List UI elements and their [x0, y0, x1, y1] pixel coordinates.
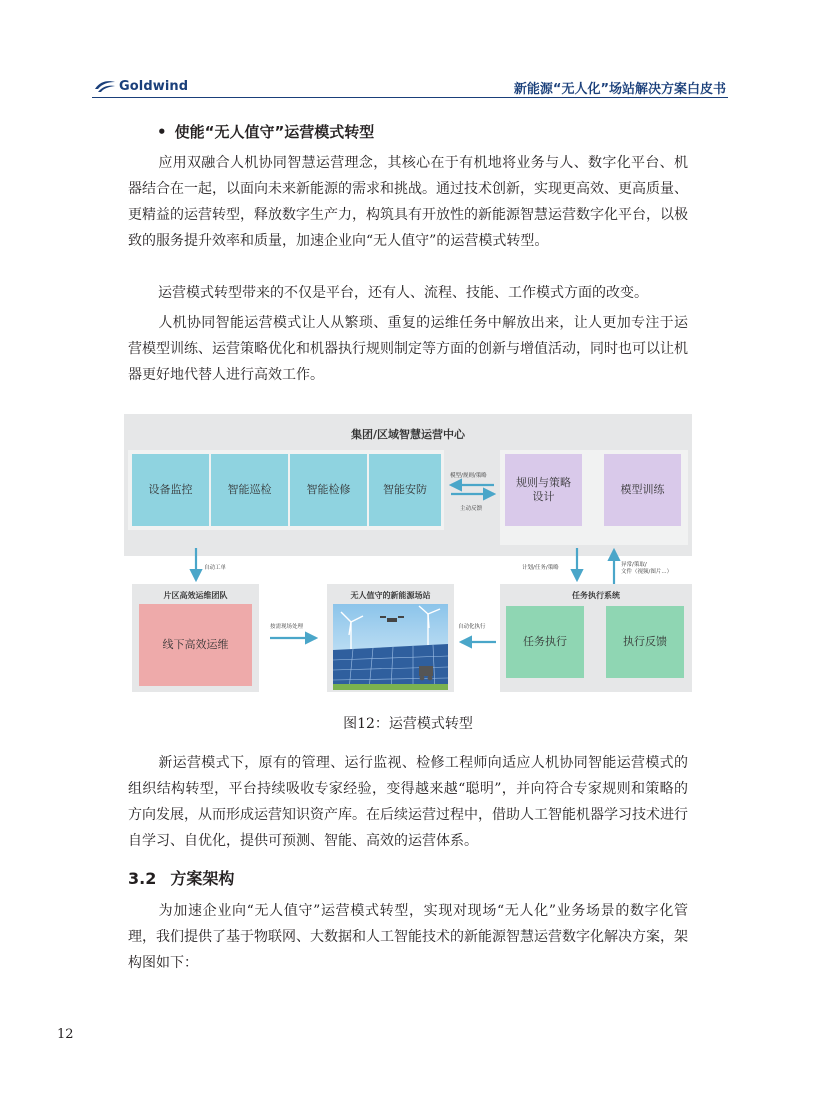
section-number: 3.2 [128, 869, 157, 888]
paragraph-4-text: 新运营模式下，原有的管理、运行监视、检修工程师向适应人机协同智能运营模式的组织结构转型，平台持续吸收专家经验，变得越来越“聪明”，并向符合专家规则和策略的方向发展，从而形成运营知识资产库。在后续运营过程中，借助人工智能机器学习技术进行自学习、自优化，提供可预测、智能、高效的运营体系。 [128, 755, 688, 849]
section-title: 方案架构 [170, 869, 235, 888]
figure-caption: 图12：运营模式转型 [343, 716, 473, 732]
team-panel-title: 片区高效运维团队 [163, 591, 228, 600]
paragraph-1-text: 应用双融合人机协同智慧运营理念，其核心在于有机地将业务与人、数字化平台、机器结合在一起，以面向未来新能源的需求和挑战。通过技术创新，实现更高效、更高质量、更精益的运营转型，释放数字生产力，构筑具有开放性的新能源智慧运营数字化平台，以极致的服务提升效率和质量，加速企业向“无人值守”的运营模式转型。 [128, 155, 688, 249]
label-plan: 计划/任务/策略 [522, 565, 559, 571]
bullet-dot: • [157, 123, 167, 141]
paragraph-5-text: 为加速企业向“无人值守”运营模式转型，实现对现场“无人化”业务场景的数字化管理，我们提供了基于物联网、大数据和人工智能技术的新能源智慧运营数字化解决方案，架构图如下： [128, 903, 688, 971]
label-auto-ticket: 自动工单 [204, 565, 227, 571]
label-exception-2: 文件（视频/图片...） [621, 569, 673, 575]
model-training-box: 模型训练 [604, 454, 681, 526]
paragraph-2-text: 运营模式转型带来的不仅是平台，还有人、流程、技能、工作模式方面的改变。 [158, 285, 648, 301]
arrow-label-feedback: 主动反馈 [460, 506, 483, 512]
goldwind-logo [94, 77, 188, 95]
paragraph-4 [128, 750, 688, 854]
function-box-4: 智能安防 [369, 454, 441, 526]
label-auto-exec: 自动化执行 [458, 624, 486, 630]
function-box-2: 智能巡检 [211, 454, 288, 526]
paragraph-1 [128, 150, 688, 254]
paragraph-5 [128, 898, 688, 976]
document-title: 新能源“无人化”场站解决方案白皮书 [513, 82, 726, 97]
bullet-heading [157, 121, 374, 142]
header-divider [92, 97, 728, 98]
ops-center-title: 集团/区域智慧运营中心 [350, 428, 466, 441]
bullet-heading-text: 使能“无人值守”运营模式转型 [174, 123, 375, 141]
paragraph-3-text: 人机协同智能运营模式让人从繁琐、重复的运维任务中解放出来，让人更加专注于运营模型训练、运营策略优化和机器执行规则制定等方面的创新与增值活动，同时也可以让机器更好地代替人进行高效工作。 [128, 315, 688, 383]
function-box-1: 设备监控 [132, 454, 209, 526]
exec-feedback-box: 执行反馈 [606, 606, 684, 678]
logo-text: Goldwind [119, 78, 189, 94]
task-exec-box: 任务执行 [506, 606, 584, 678]
station-panel-title: 无人值守的新能源场站 [350, 591, 431, 600]
label-on-demand: 按需现场处理 [270, 624, 304, 630]
paragraph-2 [128, 280, 688, 306]
page-number: 12 [57, 1027, 74, 1042]
task-exec-title: 任务执行系统 [572, 591, 620, 600]
goldwind-swoosh-icon [94, 79, 116, 93]
arrow-label-rules: 模型/规则/策略 [450, 473, 487, 479]
page-header [92, 74, 728, 98]
paragraph-3 [128, 310, 688, 388]
operation-model-diagram [124, 414, 692, 694]
label-exception-1: 异常/策取/ [621, 562, 647, 568]
section-heading [128, 866, 234, 889]
function-box-3: 智能检修 [290, 454, 367, 526]
offline-ops-box: 线下高效运维 [139, 604, 252, 686]
diagram-arrows [124, 414, 692, 694]
rules-design-box: 规则与策略设计 [505, 454, 582, 526]
